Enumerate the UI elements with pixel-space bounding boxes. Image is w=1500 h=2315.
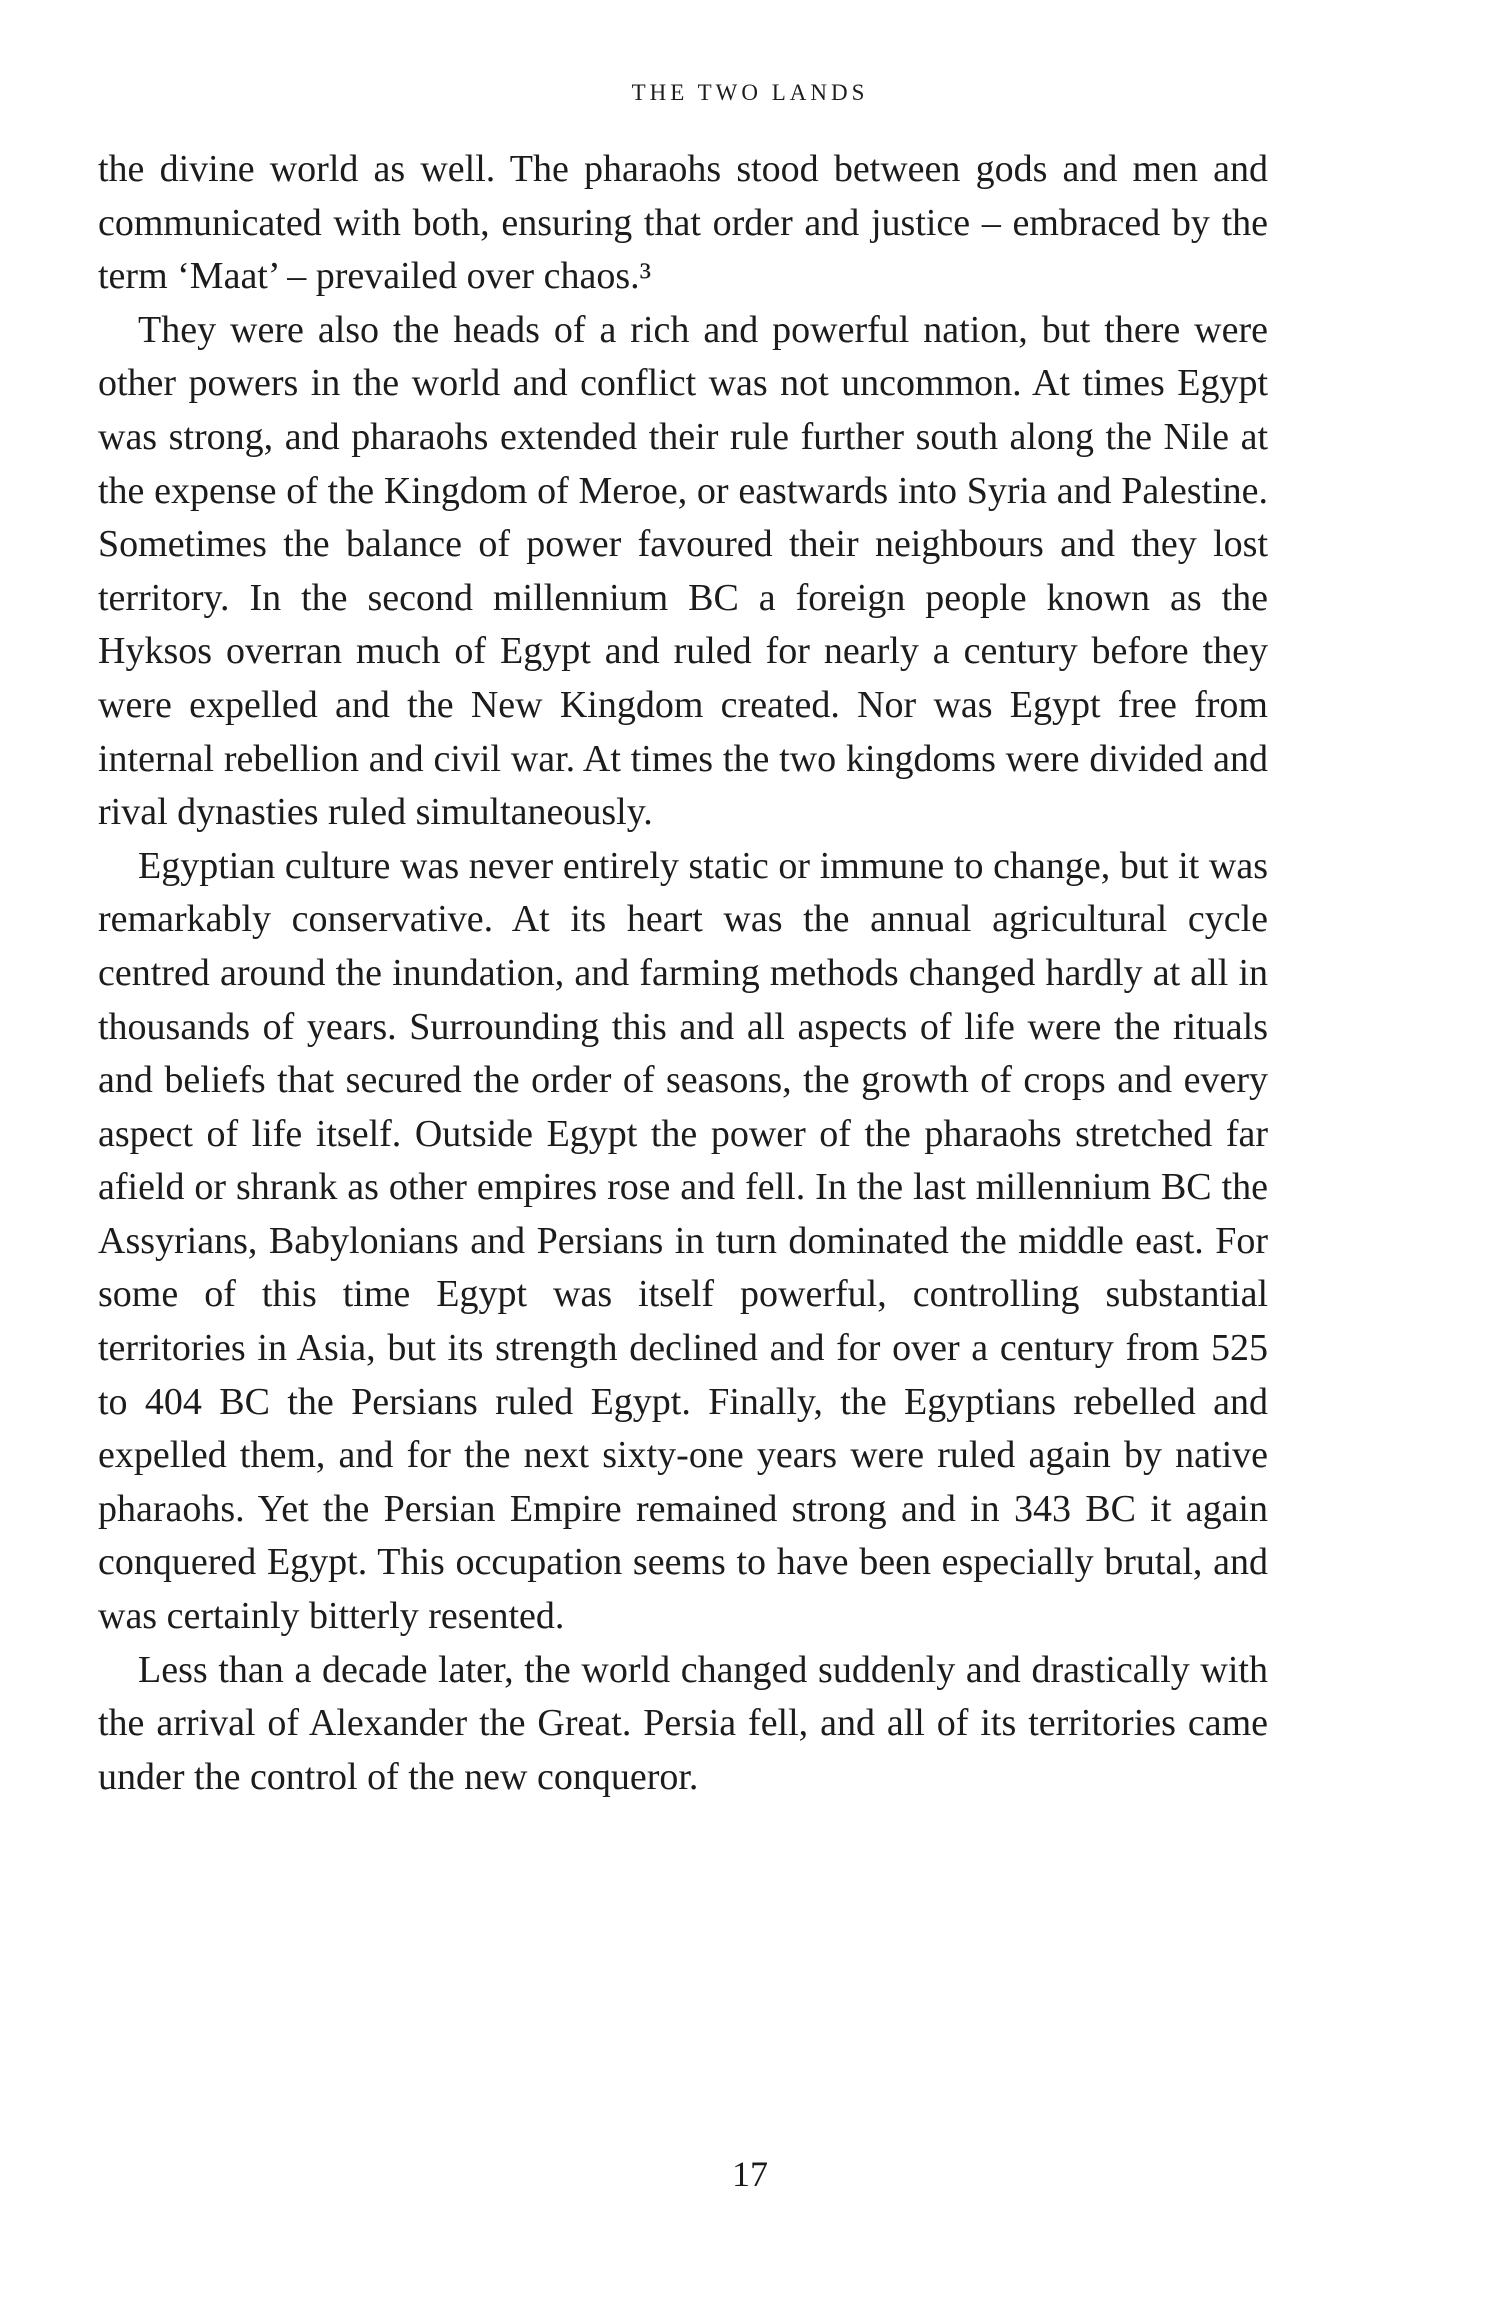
running-head: THE TWO LANDS <box>631 80 869 105</box>
paragraph-3: Egyptian culture was never entirely static or immune to change, but it was remarkably conservative. At its heart was the annual agricultural cycle centred around the inundation, and farming methods changed hardly at all in thousands of years. Surrounding this and all aspects of life were the rituals and beliefs that secured the order of seasons, the growth of crops and every aspect of life itself. Outside Egypt the power of the pharaohs stretched far afield or shrank as other empires rose and fell. In the last millennium BC the Assyrians, Babylonians and Persians in turn dominated the middle east. For some of this time Egypt was itself powerful, controlling substantial territories in Asia, but its strength declined and for over a century from 525 to 404 BC the Persians ruled Egypt. Finally, the Egyptians rebelled and expelled them, and for the next sixty-one years were ruled again by native pharaohs. Yet the Persian Empire remained strong and in 343 BC it again conquered Egypt. This occupation seems to have been especially brutal, and was certainly bitterly resented. <box>98 844 1268 1638</box>
paragraph-1: the divine world as well. The pharaohs stood between gods and men and communicated with both, ensuring that order and justice – embraced by the term ‘Maat’ – prevailed over chaos.³ <box>98 148 1268 298</box>
paragraph-2: They were also the heads of a rich and powerful nation, but there were other powers in the world and conflict was not uncommon. At times Egypt was strong, and pharaohs extended their rule further south along the Nile at the expense of the Kingdom of Meroe, or eastwards into Syria and Palestine. Sometimes the balance of power favoured their neighbours and they lost territory. In the second millennium BC a foreign people known as the Hyksos overran much of Egypt and ruled for nearly a century before they were expelled and the New Kingdom created. Nor was Egypt free from internal rebellion and civil war. At times the two kingdoms were divided and rival dynasties ruled simultaneously. <box>98 308 1268 834</box>
paragraph-4: Less than a decade later, the world changed suddenly and drastically with the arrival of Alexander the Great. Persia fell, and all of its territories came under the control of the new conqueror. <box>98 1648 1268 1798</box>
page-number: 17 <box>732 2154 768 2194</box>
body-text <box>98 143 1268 1804</box>
